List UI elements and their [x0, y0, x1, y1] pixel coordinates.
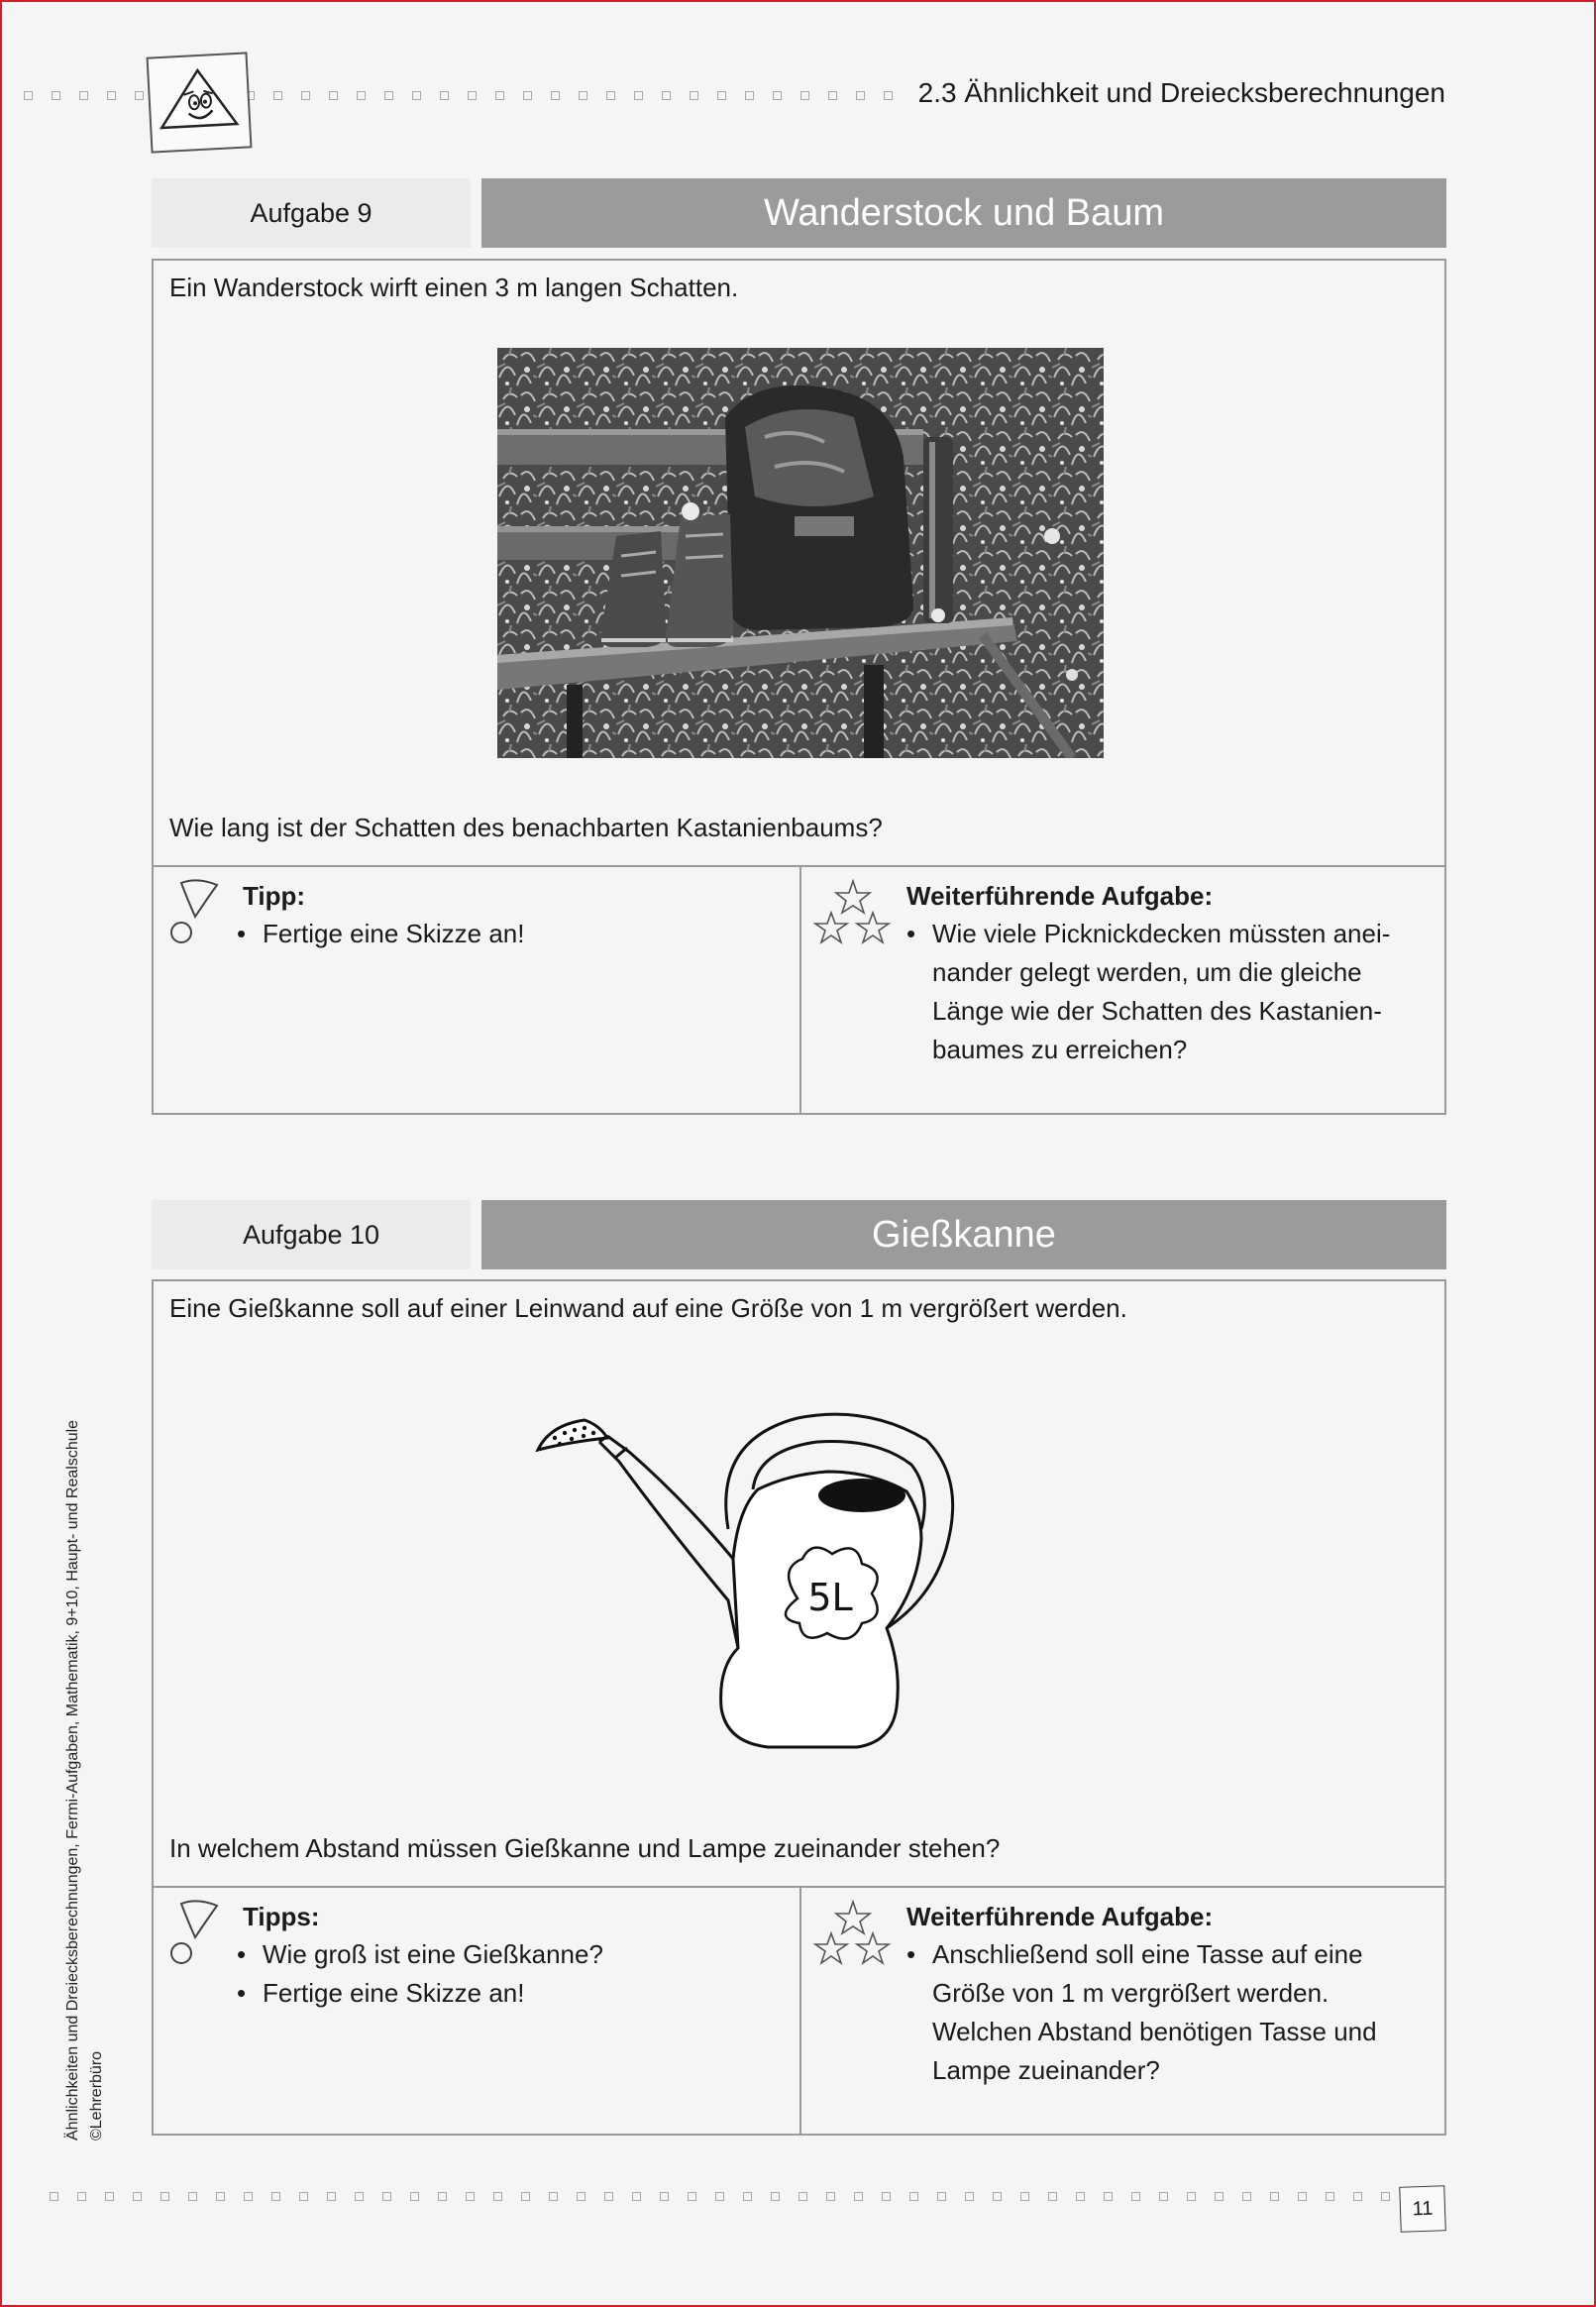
decorative-dot	[523, 91, 532, 100]
decorative-dot	[577, 2192, 585, 2201]
decorative-dot	[660, 2192, 669, 2201]
decorative-dot	[800, 91, 809, 100]
decorative-dot	[1353, 2192, 1362, 2201]
vertical-credit	[61, 1288, 109, 2141]
stars-icon	[813, 879, 893, 950]
further-line: nander gelegt werden, um die gleiche	[932, 957, 1362, 987]
decorative-dot	[1131, 2192, 1140, 2201]
decorative-dot	[1242, 2192, 1251, 2201]
triangle-mascot-icon	[149, 54, 251, 151]
task-10-further-text: • Anschließend soll eine Tasse auf eine Größe von 1 m vergrößert werden. Welchen Abstand benötigen Tasse und Lampe zueinander?	[906, 1935, 1377, 2090]
decorative-dot	[24, 91, 33, 100]
decorative-dot	[188, 2192, 197, 2201]
decorative-dot	[384, 91, 393, 100]
decorative-dot	[937, 2192, 946, 2201]
exclamation-tip-icon	[167, 1898, 223, 1967]
decorative-dot	[79, 91, 88, 100]
decorative-dot	[135, 91, 144, 100]
decorative-dot	[551, 91, 560, 100]
decorative-dot	[715, 2192, 724, 2201]
task-10-tips-col	[154, 1886, 801, 2134]
decorative-dot	[107, 91, 116, 100]
tip-item: • Fertige eine Skizze an!	[237, 1974, 603, 2013]
task-10-intro: Eine Gießkanne soll auf einer Leinwand auf eine Größe von 1 m vergrößert werden.	[169, 1293, 1127, 1323]
decorative-dot	[1187, 2192, 1196, 2201]
task-10-tips-list	[237, 1935, 603, 2013]
further-line: Lampe zueinander?	[932, 2055, 1160, 2085]
task-9-intro: Ein Wanderstock wirft einen 3 m langen Schatten.	[169, 273, 739, 302]
decorative-dot	[273, 91, 282, 100]
bottom-dot-row	[50, 2192, 1436, 2201]
task-9-tips-title: Tipp:	[243, 881, 306, 911]
decorative-dot	[77, 2192, 86, 2201]
task-9-title: Wanderstock und Baum	[481, 178, 1446, 248]
decorative-dot	[1020, 2192, 1029, 2201]
task-10-label: Aufgabe 10	[152, 1200, 471, 1269]
task-9-main	[154, 261, 1444, 867]
decorative-dot	[688, 2192, 696, 2201]
credit-line-1: Ähnlichkeiten und Dreiecksberechnungen, Fermi-Aufgaben, Mathematik, 9+10, Haupt- und Realschule	[64, 1419, 81, 2141]
decorative-dot	[745, 91, 754, 100]
decorative-dot	[634, 91, 643, 100]
task-10-further-col	[801, 1886, 1444, 2134]
hiking-photo	[497, 348, 1104, 758]
decorative-dot	[1104, 2192, 1113, 2201]
decorative-dot	[216, 2192, 225, 2201]
decorative-dot	[329, 91, 338, 100]
decorative-dot	[549, 2192, 558, 2201]
stars-icon	[813, 1900, 893, 1971]
decorative-dot	[606, 91, 615, 100]
decorative-dot	[1326, 2192, 1334, 2201]
decorative-dot	[773, 91, 782, 100]
page-number: 11	[1399, 2185, 1446, 2233]
decorative-dot	[798, 2192, 807, 2201]
decorative-dot	[271, 2192, 280, 2201]
further-line: Größe von 1 m vergrößert werden.	[932, 1978, 1330, 2008]
decorative-dot	[965, 2192, 974, 2201]
decorative-dot	[771, 2192, 780, 2201]
decorative-dot	[493, 2192, 502, 2201]
task-9-tips-row	[154, 865, 1444, 1113]
exclamation-tip-icon	[167, 877, 223, 946]
decorative-dot	[410, 2192, 419, 2201]
chapter-title: 2.3 Ähnlichkeit und Dreiecksberechnungen	[912, 77, 1445, 109]
decorative-dot	[52, 91, 60, 100]
decorative-dot	[160, 2192, 169, 2201]
decorative-dot	[105, 2192, 114, 2201]
decorative-dot	[604, 2192, 613, 2201]
decorative-dot	[438, 2192, 447, 2201]
decorative-dot	[993, 2192, 1002, 2201]
decorative-dot	[1298, 2192, 1307, 2201]
task-10-further-title: Weiterführende Aufgabe:	[906, 1902, 1214, 1931]
task-9-further-col	[801, 865, 1444, 1113]
task-9-tips-list	[237, 915, 524, 953]
decorative-dot	[440, 91, 449, 100]
bench-backpack-photo-icon	[497, 348, 1104, 758]
further-line: Wie viele Picknickdecken müssten anei-	[932, 919, 1391, 948]
task-10-tips-title: Tipps:	[243, 1902, 320, 1931]
decorative-dot	[662, 91, 671, 100]
logo	[147, 52, 253, 153]
decorative-dot	[412, 91, 421, 100]
decorative-dot	[357, 91, 366, 100]
further-line: Anschließend soll eine Tasse auf eine	[932, 1939, 1363, 1969]
task-10-main	[154, 1281, 1444, 1888]
task-9-tips-col	[154, 865, 801, 1113]
credit-line-2: ©Lehrerbüro	[88, 2050, 105, 2141]
decorative-dot	[909, 2192, 918, 2201]
decorative-dot	[50, 2192, 58, 2201]
decorative-dot	[355, 2192, 364, 2201]
tip-item: • Fertige eine Skizze an!	[237, 915, 524, 953]
decorative-dot	[521, 2192, 530, 2201]
further-line: Welchen Abstand benötigen Tasse und	[932, 2017, 1377, 2046]
task-9-box	[152, 259, 1446, 1115]
decorative-dot	[884, 91, 893, 100]
watering-can-drawing	[530, 1380, 1224, 1777]
decorative-dot	[1159, 2192, 1168, 2201]
tip-item: • Wie groß ist eine Gießkanne?	[237, 1935, 603, 1974]
decorative-dot	[301, 91, 310, 100]
decorative-dot	[743, 2192, 752, 2201]
decorative-dot	[1270, 2192, 1279, 2201]
decorative-dot	[1215, 2192, 1224, 2201]
decorative-dot	[466, 2192, 475, 2201]
task-9-further-text: • Wie viele Picknickdecken müssten anei- nander gelegt werden, um die gleiche Länge wie der Schatten des Kastanien- baumes zu erreichen?	[906, 915, 1390, 1069]
task-10-question: In welchem Abstand müssen Gießkanne und Lampe zueinander stehen?	[169, 1833, 1001, 1863]
decorative-dot	[828, 91, 837, 100]
decorative-dot	[690, 91, 698, 100]
task-9-question: Wie lang ist der Schatten des benachbarten Kastanienbaums?	[169, 813, 883, 842]
task-9-further-title: Weiterführende Aufgabe:	[906, 881, 1214, 911]
decorative-dot	[632, 2192, 641, 2201]
decorative-dot	[854, 2192, 863, 2201]
decorative-dot	[327, 2192, 336, 2201]
decorative-dot	[1076, 2192, 1085, 2201]
task-9-label: Aufgabe 9	[152, 178, 471, 248]
can-volume-label: 5L	[807, 1576, 853, 1619]
decorative-dot	[299, 2192, 308, 2201]
task-10-title: Gießkanne	[481, 1200, 1446, 1269]
further-line: baumes zu erreichen?	[932, 1035, 1188, 1064]
decorative-dot	[244, 2192, 253, 2201]
decorative-dot	[579, 91, 587, 100]
decorative-dot	[826, 2192, 835, 2201]
task-9-header	[152, 178, 1446, 248]
decorative-dot	[1048, 2192, 1057, 2201]
decorative-dot	[495, 91, 504, 100]
decorative-dot	[717, 91, 726, 100]
task-10-box	[152, 1279, 1446, 2136]
decorative-dot	[856, 91, 865, 100]
further-line: Länge wie der Schatten des Kastanien-	[932, 996, 1382, 1026]
decorative-dot	[382, 2192, 391, 2201]
decorative-dot	[882, 2192, 891, 2201]
decorative-dot	[133, 2192, 142, 2201]
decorative-dot	[468, 91, 477, 100]
task-10-tips-row	[154, 1886, 1444, 2134]
decorative-dot	[1381, 2192, 1390, 2201]
task-10-header	[152, 1200, 1446, 1269]
